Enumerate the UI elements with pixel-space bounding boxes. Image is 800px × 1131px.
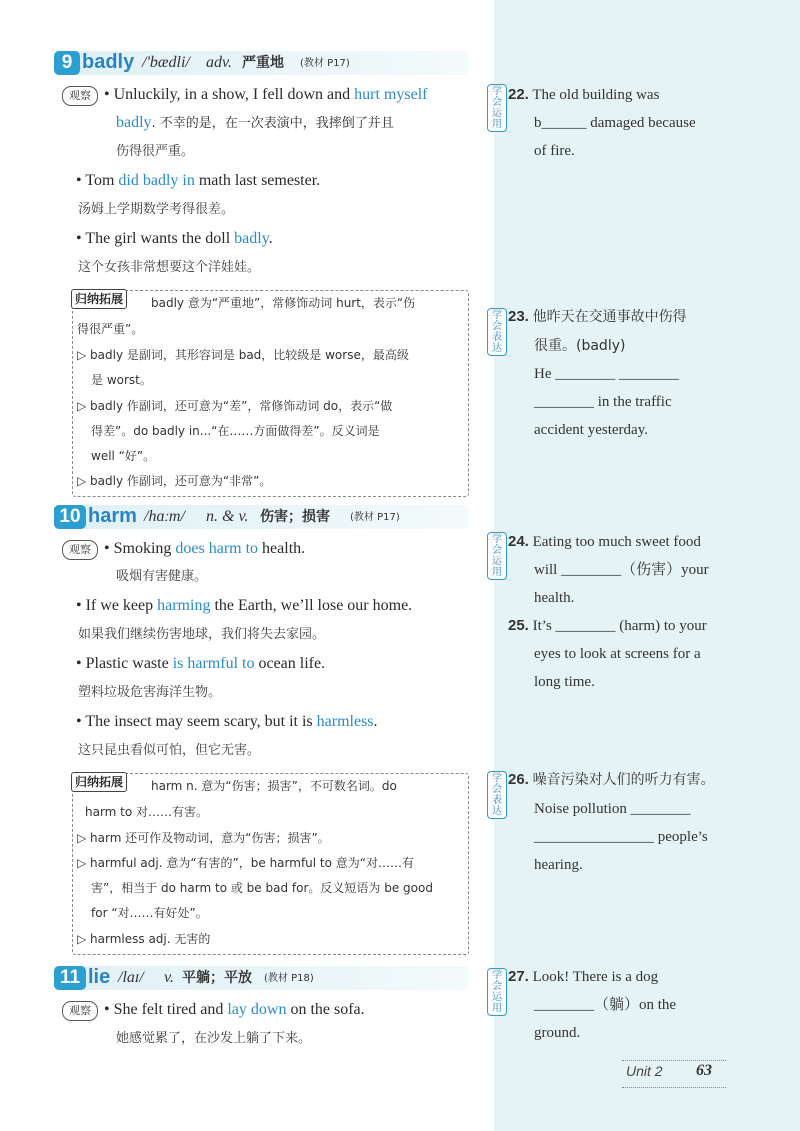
note-line: 得差”。do badly in...“在……方面做得差”。反义词是 [91,424,380,438]
entry-phonetic: /'bædli/ [142,54,190,71]
question-line: 很重。(badly) [534,338,626,354]
note-line: ▷ harmless adj. 无害的 [77,932,211,946]
note-title: 归纳拓展 [71,289,127,309]
practice-tag: 学会运用 [487,84,507,132]
question-line: accident yesterday. [534,422,648,438]
note-line: ▷ harmful adj. 意为“有害的”，be harmful to 意为“对……有 [77,856,415,870]
example-translation: 这个女孩非常想要这个洋娃娃。 [78,260,261,275]
note-line: well “好”。 [91,449,156,463]
example-translation: 塑料垃圾危害海洋生物。 [78,685,222,700]
entry-phonetic: /laɪ/ [118,969,144,986]
observe-tag: 观察 [62,1001,98,1021]
entry-pos: n. & v. [206,508,249,525]
note-line: 是 worst。 [91,373,152,387]
note-title: 归纳拓展 [71,772,127,792]
entry-phonetic: /hɑːm/ [144,508,185,525]
entry-textbook-ref: (教材 P17) [300,58,350,69]
question-line: 24. Eating too much sweet food [508,533,701,550]
entry-number: 10 [54,505,86,529]
example-sentence: • She felt tired and lay down on the sofa. [104,1001,365,1018]
entry-word: lie [88,966,111,988]
example-sentence: • Smoking does harm to health. [104,540,306,557]
page-number: 63 [696,1062,712,1079]
question-line: 22. The old building was [508,86,660,103]
question-line: 25. It’s ________ (harm) to your [508,617,707,634]
note-line: 得很严重”。 [77,322,144,336]
practice-tag: 学会运用 [487,532,507,580]
question-line: Noise pollution ________ [534,801,691,817]
example-translation: 她感觉累了，在沙发上躺了下来。 [116,1031,312,1046]
example-translation: 这只昆虫看似可怕，但它无害。 [78,743,261,758]
entry-textbook-ref: (教材 P17) [350,512,400,523]
example-sentence: • Unluckily, in a show, I fell down and hurt myself [104,86,428,103]
question-line: health. [534,590,575,606]
example-sentence-cont: badly. 不幸的是，在一次表演中，我摔倒了并且 [116,114,394,131]
question-line: will ________（伤害）your [534,562,709,578]
question-line: 23. 他昨天在交通事故中伤得 [508,308,687,325]
question-line: 27. Look! There is a dog [508,968,659,985]
example-sentence: • Tom did badly in math last semester. [76,172,321,189]
example-sentence: • The girl wants the doll badly. [76,230,273,247]
entry-pos: adv. [206,54,232,71]
question-line: He ________ ________ [534,366,679,382]
question-line: ________（躺）on the [534,997,677,1013]
example-sentence: • If we keep harming the Earth, we’ll lose our home. [76,597,413,614]
question-line: eyes to look at screens for a [534,646,701,662]
entry-word: badly [82,51,135,73]
question-line: of fire. [534,143,575,159]
example-translation: 如果我们继续伤害地球，我们将失去家园。 [78,627,326,642]
entry-number: 11 [54,966,86,990]
example-translation: 吸烟有害健康。 [116,569,208,584]
note-line: harm n. 意为“伤害；损害”，不可数名词。do [151,779,397,793]
practice-tag: 学会运用 [487,968,507,1016]
note-line: for “对……有好处”。 [91,906,208,920]
note-line: 害”，相当于 do harm to 或 be bad for。反义短语为 be good [91,881,433,895]
question-line: hearing. [534,857,583,873]
question-line: ground. [534,1025,581,1041]
question-line: ________________ people’s [534,829,708,845]
note-line: ▷ harm 还可作及物动词，意为“伤害；损害”。 [77,831,330,845]
entry-header-lie [54,966,468,990]
entry-meaning: 平躺；平放 [182,970,252,986]
observe-tag: 观察 [62,540,98,560]
expression-tag: 学会表达 [487,771,507,819]
question-line: long time. [534,674,595,690]
summary-note-box [72,773,469,955]
note-line: harm to 对……有害。 [85,805,209,819]
entry-header-badly [54,51,468,75]
note-line: ▷ badly 作副词，还可意为“差”，常修饰动词 do，表示“做 [77,399,393,413]
example-sentence: • The insect may seem scary, but it is harmless. [76,713,378,730]
entry-meaning: 严重地 [242,55,284,71]
question-line: 26. 噪音污染对人们的听力有害。 [508,771,715,788]
observe-tag: 观察 [62,86,98,106]
note-line: ▷ badly 是副词，其形容词是 bad，比较级是 worse，最高级 [77,348,409,362]
entry-number: 9 [54,51,80,75]
page-footer [622,1060,726,1088]
example-translation: 汤姆上学期数学考得很差。 [78,202,235,217]
entry-meaning: 伤害；损害 [260,509,330,525]
expression-tag: 学会表达 [487,308,507,356]
question-line: b______ damaged because [534,115,696,131]
example-sentence: • Plastic waste is harmful to ocean life. [76,655,326,672]
note-line: badly 意为“严重地”，常修饰动词 hurt，表示“伤 [151,296,416,310]
unit-label: Unit 2 [626,1063,663,1079]
question-line: ________ in the traffic [534,394,672,410]
entry-word: harm [88,505,137,527]
entry-header-harm [54,505,468,529]
entry-pos: v. [164,969,174,986]
example-translation: 伤得很严重。 [116,144,195,159]
note-line: ▷ badly 作副词，还可意为“非常”。 [77,474,272,488]
summary-note-box [72,290,469,497]
entry-textbook-ref: (教材 P18) [264,973,314,984]
